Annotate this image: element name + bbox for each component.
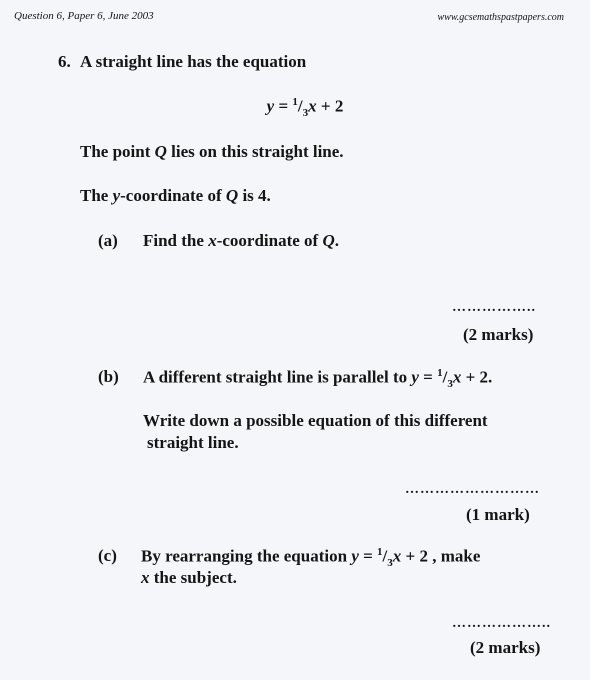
part-c-answer-line: ……………….. bbox=[452, 616, 551, 631]
part-c-question-line2: x the subject. bbox=[141, 568, 237, 587]
part-b-question-line2: Write down a possible equation of this different bbox=[143, 411, 488, 430]
point-statement: The point Q lies on this straight line. bbox=[80, 142, 344, 161]
part-b-question-line3: straight line. bbox=[147, 433, 239, 452]
part-b-label: (b) bbox=[98, 367, 119, 386]
part-a-marks: (2 marks) bbox=[463, 325, 534, 344]
question-stem: A straight line has the equation bbox=[80, 52, 307, 71]
source-header: Question 6, Paper 6, June 2003 bbox=[14, 10, 154, 22]
main-equation: $y = ^1/_3x + 2$ bbox=[266, 96, 344, 120]
part-a-question: Find the x-coordinate of Q. bbox=[143, 231, 339, 250]
part-c-label: (c) bbox=[98, 546, 117, 565]
part-b-answer-line: ……………………… bbox=[405, 482, 540, 497]
website-header: www.gcsemathspastpapers.com bbox=[437, 12, 564, 23]
part-c-question-line1: By rearranging the equation $y = ^1/_3x + 2$ , make bbox=[141, 546, 481, 570]
part-b-question-line1: A different straight line is parallel to $y = ^1/_3x + 2$. bbox=[143, 367, 493, 391]
question-number: 6. bbox=[58, 52, 71, 71]
part-a-label: (a) bbox=[98, 231, 118, 250]
y-coordinate-statement: The y-coordinate of Q is 4. bbox=[80, 186, 271, 205]
part-b-marks: (1 mark) bbox=[466, 505, 530, 524]
part-a-answer-line: …………….. bbox=[452, 300, 536, 315]
part-c-marks: (2 marks) bbox=[470, 638, 541, 657]
